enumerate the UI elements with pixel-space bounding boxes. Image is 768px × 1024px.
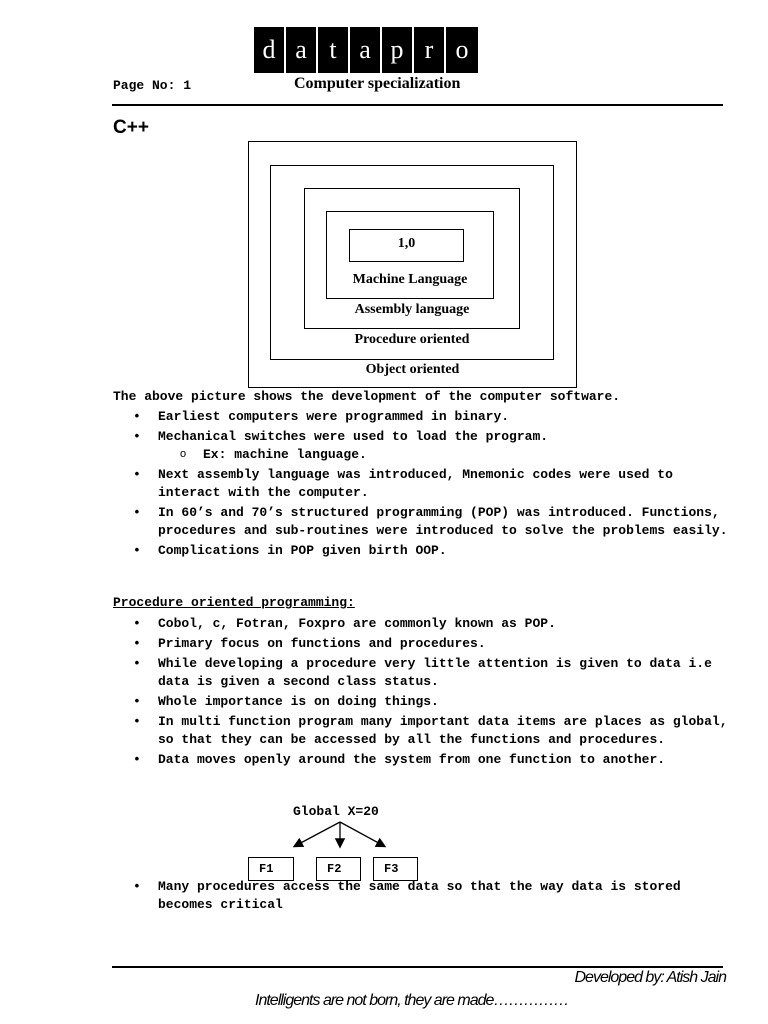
- bullet-text: While developing a procedure very little attention is given to data i.e data is given a second class status.: [158, 656, 712, 689]
- list-item: [113, 428, 733, 464]
- global-variable-label: Global X=20: [293, 804, 379, 819]
- footer-divider: [112, 966, 723, 968]
- pop-bullet-list: [113, 615, 733, 771]
- bullet-text: Cobol, c, Fotran, Foxpro are commonly known as POP.: [158, 616, 556, 631]
- assembly-language-label: Assembly language: [354, 302, 470, 317]
- header-subtitle: Computer specialization: [294, 75, 461, 92]
- list-item: [113, 635, 733, 653]
- section-heading-pop: Procedure oriented programming:: [113, 595, 355, 610]
- list-item: [113, 408, 733, 426]
- bullet-text: In 60’s and 70’s structured programming (POP) was introduced. Functions, procedures and sub-routines were introduced to solve the problems easily.: [158, 505, 728, 538]
- bullet-text: Mechanical switches were used to load the program.: [158, 429, 549, 444]
- list-item: [113, 504, 733, 540]
- procedure-oriented-label: Procedure oriented: [354, 332, 470, 347]
- binary-label: 1,0: [397, 236, 416, 251]
- bullet-text: In multi function program many important data items are places as global, so that they can be accessed by all the functions and procedures.: [158, 714, 728, 747]
- function-box-f3: F3: [373, 857, 418, 881]
- function-box-f2: F2: [316, 857, 361, 881]
- bullet-text: Many procedures access the same data so that the way data is stored becomes critical: [158, 879, 681, 912]
- list-item: [113, 878, 733, 914]
- list-item: [113, 466, 733, 502]
- logo-letter: r: [414, 27, 446, 73]
- logo-letter: a: [286, 27, 318, 73]
- footer-quote: Intelligents are not born, they are made……………: [255, 992, 569, 1009]
- topic-heading: C++: [113, 117, 149, 138]
- list-item: [113, 693, 733, 711]
- arrow-to-f1: [295, 822, 340, 846]
- intro-bullet-list: [113, 408, 733, 562]
- list-item: [113, 615, 733, 633]
- list-item: [113, 751, 733, 769]
- bullet-text: Earliest computers were programmed in binary.: [158, 409, 510, 424]
- sub-bullet-text: Ex: machine language.: [203, 447, 367, 462]
- bullet-text: Data moves openly around the system from one function to another.: [158, 752, 666, 767]
- logo-letter: p: [382, 27, 414, 73]
- bullet-text: Primary focus on functions and procedures.: [158, 636, 486, 651]
- function-box-f1: F1: [248, 857, 294, 881]
- developer-credit: Developed by: Atish Jain: [574, 969, 726, 986]
- sub-list-item: [158, 446, 733, 464]
- logo-letter: t: [318, 27, 350, 73]
- bullet-text: Complications in POP given birth OOP.: [158, 543, 447, 558]
- data-flow-arrows: [280, 820, 400, 860]
- datapro-logo: [254, 27, 510, 73]
- logo-letter: d: [254, 27, 286, 73]
- pop-final-bullet-list: [113, 878, 733, 916]
- logo-letter: o: [446, 27, 478, 73]
- intro-paragraph: The above picture shows the development of the computer software.: [113, 389, 621, 404]
- page-number: Page No: 1: [113, 78, 192, 93]
- logo-letter: a: [350, 27, 382, 73]
- bullet-text: Next assembly language was introduced, Mnemonic codes were used to interact with the computer.: [158, 467, 673, 500]
- object-oriented-label: Object oriented: [365, 362, 460, 377]
- arrow-to-f3: [340, 822, 384, 846]
- bullet-text: Whole importance is on doing things.: [158, 694, 439, 709]
- machine-language-label: Machine Language: [352, 272, 468, 287]
- list-item: [113, 655, 733, 691]
- list-item: [113, 713, 733, 749]
- list-item: [113, 542, 733, 560]
- header-divider: [112, 104, 723, 106]
